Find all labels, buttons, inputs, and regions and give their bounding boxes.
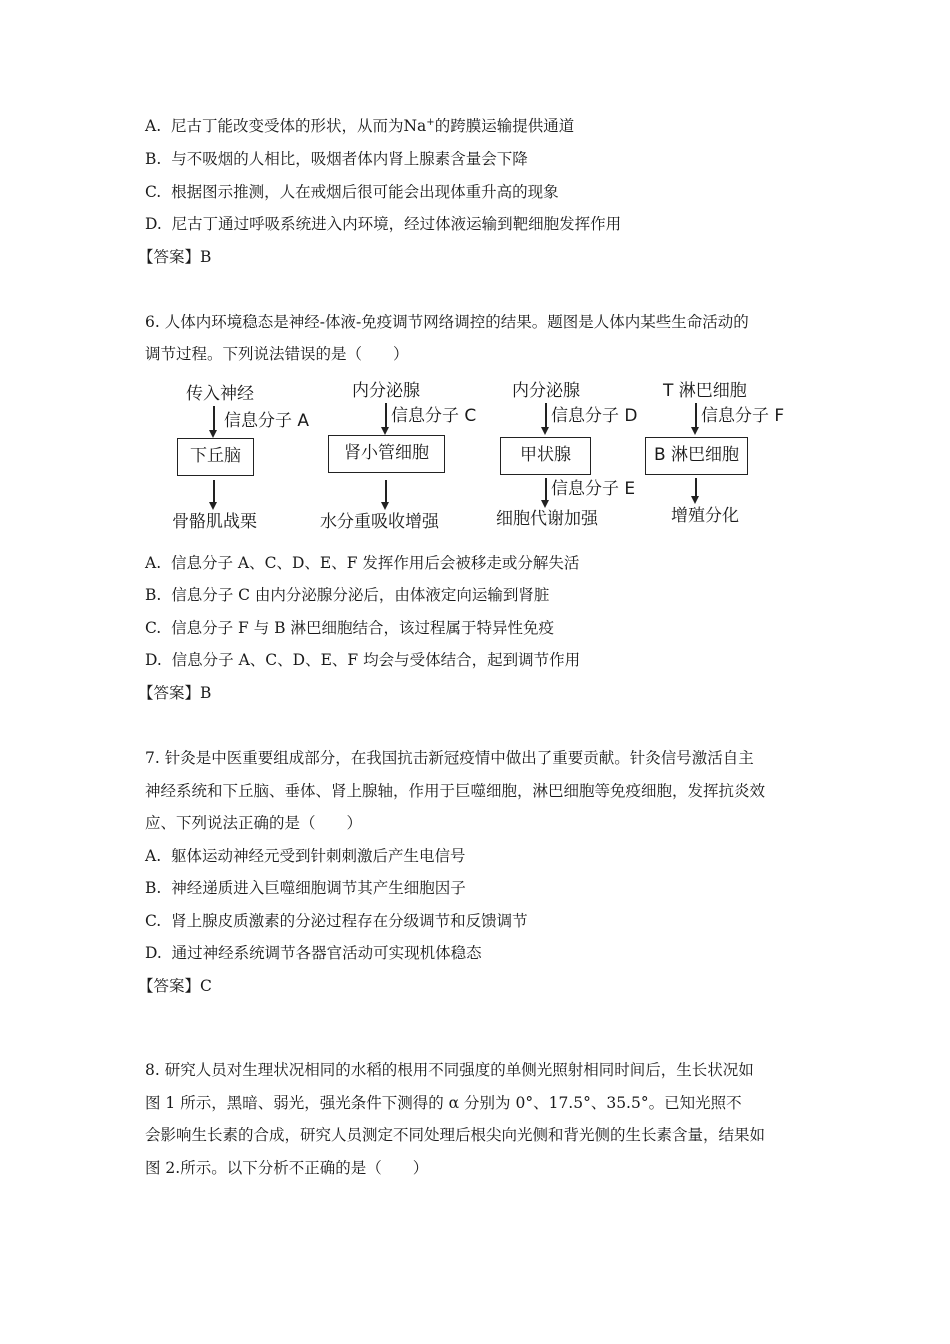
diagram-col2-box: 肾小管细胞 xyxy=(328,435,445,473)
q6-option-a-label: A. xyxy=(145,554,162,572)
diagram-col4-arrow-out xyxy=(695,478,697,498)
q7-option-d-text: 通过神经系统调节各器官活动可实现机体稳态 xyxy=(171,944,482,962)
q6-option-d-label: D. xyxy=(145,651,162,669)
diagram-col4-box: B 淋巴细胞 xyxy=(645,437,748,475)
q7-option-a xyxy=(145,845,466,867)
diagram-col2-signal: 信息分子 C xyxy=(391,406,477,426)
q5-option-a-text: 尼古丁能改变受体的形状，从而为Na xyxy=(170,117,427,135)
diagram-col4-arrow-in xyxy=(695,403,697,429)
q6-option-c-text: 信息分子 F 与 B 淋巴细胞结合，该过程属于特异性免疫 xyxy=(171,619,554,637)
diagram-col1-signal: 信息分子 A xyxy=(224,411,310,431)
diagram-col3-box: 甲状腺 xyxy=(500,437,591,475)
diagram-col4-effect: 增殖分化 xyxy=(671,506,739,526)
q7-stem-line-3: 应、下列说法正确的是（ ） xyxy=(145,814,363,832)
q5-option-a-text-end: 的跨膜运输提供通道 xyxy=(434,117,575,135)
q7-option-b xyxy=(145,877,466,899)
q5-option-b-text: 与不吸烟的人相比，吸烟者体内肾上腺素含量会下降 xyxy=(171,150,528,168)
diagram-col1-arrow-in xyxy=(213,406,215,432)
q6-option-c xyxy=(145,617,554,639)
q7-stem-line-2: 神经系统和下丘脑、垂体、肾上腺轴，作用于巨噬细胞，淋巴细胞等免疫细胞，发挥抗炎效 xyxy=(145,782,766,800)
diagram-col3-arrow-in xyxy=(545,403,547,429)
q6-answer: 【答案】B xyxy=(138,684,212,702)
diagram-col3-source: 内分泌腺 xyxy=(512,381,580,401)
diagram-col4-source: T 淋巴细胞 xyxy=(663,381,747,401)
diagram-col4-signal: 信息分子 F xyxy=(701,406,785,426)
diagram-col2-arrow-out xyxy=(385,480,387,504)
q7-stem-line-1: 7. 针灸是中医重要组成部分，在我国抗击新冠疫情中做出了重要贡献。针灸信号激活自主 xyxy=(145,749,754,767)
q7-option-b-text: 神经递质进入巨噬细胞调节其产生细胞因子 xyxy=(171,879,466,897)
q6-option-d-text: 信息分子 A、C、D、E、F 均会与受体结合，起到调节作用 xyxy=(171,651,581,669)
diagram-col1-box: 下丘脑 xyxy=(177,438,254,476)
q8-stem-line-3: 会影响生长素的合成，研究人员测定不同处理后根尖向光侧和背光侧的生长素含量，结果如 xyxy=(145,1126,766,1144)
diagram-col3-signal: 信息分子 D xyxy=(551,406,638,426)
q6-option-b-label: B. xyxy=(145,586,162,604)
q6-option-c-label: C. xyxy=(145,619,162,637)
diagram-col2-source: 内分泌腺 xyxy=(352,381,420,401)
q7-option-a-text: 躯体运动神经元受到针刺刺激后产生电信号 xyxy=(170,847,466,865)
q7-answer: 【答案】C xyxy=(138,977,212,995)
q7-option-d xyxy=(145,942,482,964)
diagram-col3-signal-out: 信息分子 E xyxy=(551,479,636,499)
diagram-col1-effect: 骨骼肌战栗 xyxy=(172,512,257,532)
q6-option-a-text: 信息分子 A、C、D、E、F 发挥作用后会被移走或分解失活 xyxy=(170,554,580,572)
q8-stem-line-1: 8. 研究人员对生理状况相同的水稻的根用不同强度的单侧光照射相同时间后，生长状况如 xyxy=(145,1061,754,1079)
q5-option-b xyxy=(145,148,528,170)
q7-option-d-label: D. xyxy=(145,944,162,962)
q6-option-d xyxy=(145,649,580,671)
diagram-col3-arrow-out xyxy=(545,478,547,502)
diagram-col2-arrow-in xyxy=(385,403,387,429)
q7-option-c-label: C. xyxy=(145,912,162,930)
diagram-col1-arrow-out xyxy=(213,480,215,504)
q5-option-d xyxy=(145,213,621,235)
q5-option-c-text: 根据图示推测，人在戒烟后很可能会出现体重升高的现象 xyxy=(171,183,559,201)
q6-option-a xyxy=(145,552,579,574)
q5-option-c-label: C. xyxy=(145,183,162,201)
q5-option-a xyxy=(145,115,574,137)
q5-option-d-label: D. xyxy=(145,215,162,233)
diagram-col2-effect: 水分重吸收增强 xyxy=(320,512,439,532)
q5-option-a-label: A. xyxy=(145,117,162,135)
diagram-col3-effect: 细胞代谢加强 xyxy=(496,509,598,529)
q6-option-b-text: 信息分子 C 由内分泌腺分泌后，由体液定向运输到肾脏 xyxy=(171,586,550,604)
q6-option-b xyxy=(145,584,549,606)
q5-answer: 【答案】B xyxy=(138,248,212,266)
diagram-col1-source: 传入神经 xyxy=(186,384,254,404)
q8-stem-line-2: 图 1 所示，黑暗、弱光，强光条件下测得的 α 分别为 0°、17.5°、35.5°。已知光照不 xyxy=(145,1094,742,1112)
q8-stem-line-4: 图 2.所示。以下分析不正确的是（ ） xyxy=(145,1159,429,1177)
q7-option-c-text: 肾上腺皮质激素的分泌过程存在分级调节和反馈调节 xyxy=(171,912,528,930)
q7-option-b-label: B. xyxy=(145,879,162,897)
q5-option-d-text: 尼古丁通过呼吸系统进入内环境，经过体液运输到靶细胞发挥作用 xyxy=(171,215,622,233)
q6-stem-line-2: 调节过程。下列说法错误的是（ ） xyxy=(145,345,409,363)
q6-stem-line-1: 6. 人体内环境稳态是神经-体液-免疫调节网络调控的结果。题图是人体内某些生命活动的 xyxy=(145,313,749,331)
q5-option-c xyxy=(145,181,559,203)
q5-option-a-sup: + xyxy=(426,116,435,128)
q7-option-c xyxy=(145,910,528,932)
q5-option-b-label: B. xyxy=(145,150,162,168)
q7-option-a-label: A. xyxy=(145,847,162,865)
